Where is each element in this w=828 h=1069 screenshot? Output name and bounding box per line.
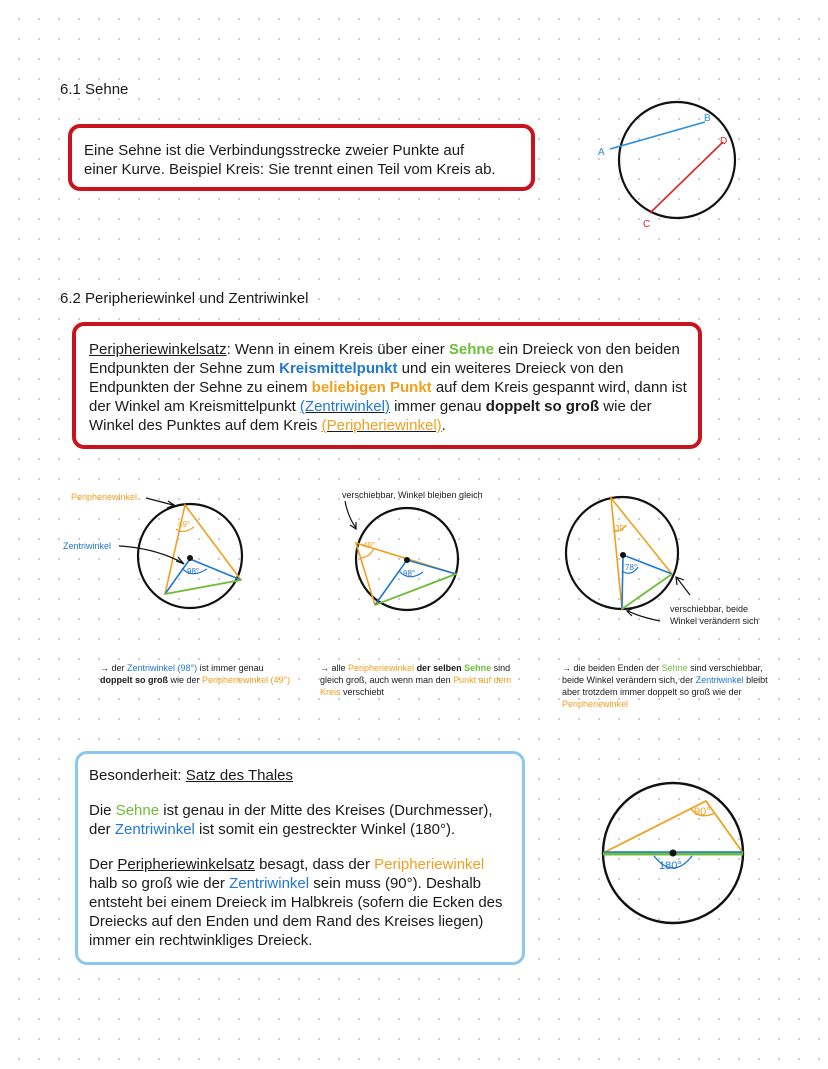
theorem-text-part: auf dem Kreis gespannt wird, dann ist der Winkel am Kreismittelpunkt <box>89 379 687 415</box>
note-peri: Peripheriewinkel (49°) <box>202 675 291 685</box>
diagram-3 <box>560 485 780 635</box>
thales-angle-top: 90° <box>694 806 711 818</box>
thales-text: ist somit ein gestreckter Winkel (180°). <box>194 821 456 838</box>
note-bold: der selben <box>414 663 465 673</box>
note-text: sind verschiebbar, beide Winkel verändern sich, der <box>562 663 763 685</box>
theorem-peripheriewinkel: (Peripheriewinkel) <box>321 417 442 434</box>
point-label-b: B <box>704 113 711 124</box>
section-heading-peripheriewinkel: 6.2 Peripheriewinkel und Zentriwinkel <box>60 290 309 307</box>
sehne-circle <box>619 102 735 218</box>
thales-paragraph-1 <box>89 801 514 839</box>
point-label-d: D <box>720 136 728 147</box>
thales-text: sein muss (90°). Deshalb entsteht bei einem Dreieck im Halbkreis (sofern die Ecken des Dreiecks auf den Enden und dem Rand des Kreises liegen) immer ein rechtwinkliges Dreieck. <box>89 875 503 949</box>
diagram3-label-side-1: verschiebbar, beide <box>670 604 749 614</box>
note-text: sind gleich groß, auch wenn man den <box>320 663 511 685</box>
note-text: wie der <box>168 675 203 685</box>
theorem-text-part: wie der Winkel des Punktes auf dem Kreis <box>89 398 652 434</box>
theorem-text-part: : Wenn in einem Kreis über einer <box>226 341 449 358</box>
thales-peri: Peripheriewinkel <box>374 856 485 873</box>
diagram3-angle-top: 39° <box>615 524 628 533</box>
diagram1-label-zentri: Zentriwinkel <box>63 541 112 551</box>
theorem-text-part: . <box>441 417 446 434</box>
diagram2-angle-center: 98° <box>403 569 416 578</box>
thales-content <box>89 766 514 950</box>
note-text: → alle <box>320 663 349 673</box>
thales-angle-center: 180° <box>659 860 682 872</box>
diagram3-center <box>620 552 626 558</box>
thales-satz: Peripheriewinkelsatz <box>117 856 255 873</box>
thales-title-line <box>89 766 514 785</box>
definition-line-2: einer Kurve. Beispiel Kreis: Sie trennt einen Teil vom Kreis ab. <box>84 161 496 178</box>
note-sehne: Sehne <box>464 663 492 673</box>
note-text: verschiebt <box>340 687 385 697</box>
section-heading-sehne: 6.1 Sehne <box>60 81 129 98</box>
theorem-kreismittelpunkt: Kreismittelpunkt <box>279 360 398 377</box>
diagram3-arrow-1 <box>677 578 690 595</box>
sehne-definition-box <box>68 124 535 191</box>
thales-text: ist genau in der Mitte des Kreises (Durchmesser), <box>159 802 493 819</box>
theorem-text-part: immer genau <box>389 398 486 415</box>
note-bold: doppelt so groß <box>100 675 168 685</box>
diagram1-center <box>187 555 193 561</box>
thales-peripheral-triangle <box>603 801 743 853</box>
diagram2-sehne <box>375 574 456 605</box>
thales-text: Die <box>89 802 116 819</box>
diagram2-label-top: verschiebbar, Winkel bleiben gleich <box>342 490 483 500</box>
diagram2-note <box>320 662 518 698</box>
diagram1-angle-center: 98° <box>187 567 200 576</box>
diagram1-note <box>100 662 292 686</box>
thales-text: besagt, dass der <box>254 856 375 873</box>
note-zentri: Zentriwinkel <box>695 675 744 685</box>
thales-zentri: Zentriwinkel <box>114 821 195 838</box>
theorem-text-part: ein Dreieck von den beiden Endpunkten der Sehne zum <box>89 341 680 377</box>
diagram2-center <box>404 557 410 563</box>
note-text: bleibt aber trotzdem immer doppelt so groß wie der <box>562 675 768 697</box>
theorem-term: Peripheriewinkelsatz <box>89 341 227 358</box>
theorem-text <box>89 340 689 435</box>
thales-diagram <box>596 780 751 925</box>
diagram1-peripheral-triangle <box>165 505 241 594</box>
thales-title-prefix: Besonderheit: <box>89 767 186 784</box>
definition-line-1: Eine Sehne ist die Verbindungsstrecke zweier Punkte auf <box>84 142 465 159</box>
diagram3-label-side-2: Winkel verändern sich <box>670 616 759 626</box>
thales-text: halb so groß wie der <box>89 875 230 892</box>
note-punkt: Punkt auf dem Kreis <box>320 675 512 697</box>
diagram3-arrow-2 <box>628 611 660 621</box>
diagram2-central-triangle <box>375 560 456 605</box>
thales-paragraph-2 <box>89 855 514 950</box>
sehne-definition-text <box>84 141 529 179</box>
note-peri: Peripheriewinkel <box>562 699 629 709</box>
note-text: → die beiden Enden der <box>562 663 662 673</box>
thales-text: Der <box>89 856 118 873</box>
thales-zentri: Zentriwinkel <box>229 875 310 892</box>
thales-sehne: Sehne <box>115 802 160 819</box>
diagram1-sehne <box>165 580 241 594</box>
thales-center <box>670 850 677 857</box>
diagram2-arrow <box>345 501 356 528</box>
diagram2-angle-top: 49° <box>363 541 376 550</box>
note-text: → der <box>100 663 128 673</box>
thales-title: Satz des Thales <box>185 767 294 784</box>
diagram3-angle-center: 78° <box>625 563 638 572</box>
diagram-2 <box>330 485 510 620</box>
theorem-beliebiger-punkt: beliebigen Punkt <box>311 379 432 396</box>
theorem-text-part: und ein weiteres Dreieck von den Endpunkten der Sehne zu einem <box>89 360 624 396</box>
note-peri: Peripheriewinkel <box>348 663 415 673</box>
point-label-c: C <box>643 219 651 230</box>
theorem-doppelt: doppelt so groß <box>485 398 600 415</box>
chord-cd <box>650 142 723 213</box>
theorem-box <box>72 322 702 449</box>
note-text: ist immer genau <box>197 663 264 673</box>
diagram3-note <box>562 662 774 710</box>
diagram1-label-peripherie: Peripheriewinkel <box>71 492 138 502</box>
diagram1-angle-top: 49° <box>178 520 191 529</box>
thales-text: der <box>89 821 115 838</box>
diagram-1 <box>55 485 265 620</box>
thales-box <box>75 751 525 965</box>
note-zentri: Zentriwinkel (98°) <box>127 663 198 673</box>
theorem-sehne: Sehne <box>448 341 494 358</box>
point-label-a: A <box>598 147 605 158</box>
note-sehne: Sehne <box>661 663 688 673</box>
theorem-zentriwinkel: (Zentriwinkel) <box>299 398 390 415</box>
sehne-circle-diagram <box>590 100 740 235</box>
